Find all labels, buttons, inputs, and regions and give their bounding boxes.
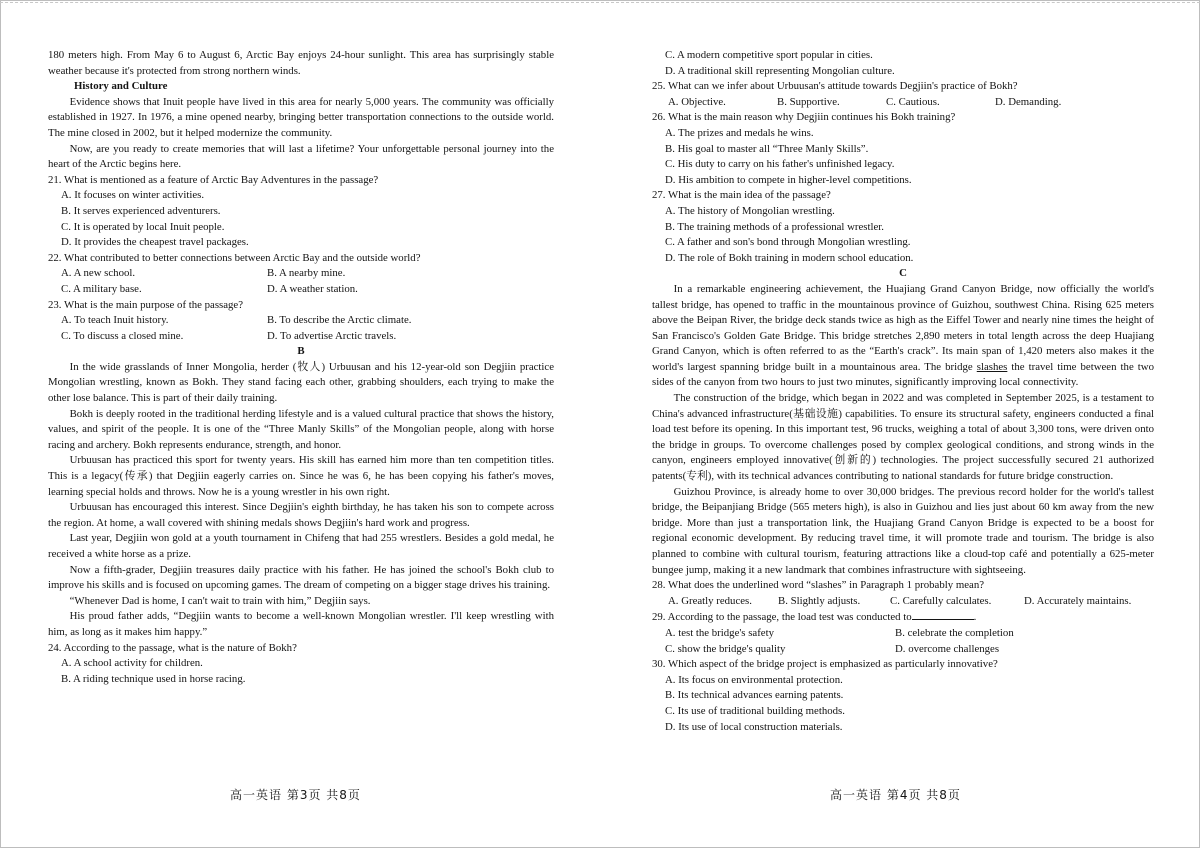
q23-option-b: B. To describe the Arctic climate. (267, 314, 412, 327)
history-culture-heading: History and Culture (74, 80, 168, 93)
bridge-paragraph-2: The construction of the bridge, which began in 2022 and was completed in September 2025, is a testament to China's advanced infrastructure(基础设施) capabilities. To ensure its structural safety, engineers conducted a final load test before its opening. In this important test, 96 trucks, weighing a total of about 3,300 tons, were driven onto the bridge in groups. To overcome challenges posed by complex geological conditions, and strong winds in the canyon, engineers employed innovative(创新的) technologies. The project successfully secured 21 authorized patents(专利), with its technical advances contributing to national standards for future bridge construction. (652, 392, 1154, 483)
q26-option-d: D. His ambition to compete in higher-level competitions. (665, 173, 912, 186)
q24-option-d: D. A traditional skill representing Mongolian culture. (665, 64, 895, 77)
q22-option-a: A. A new school. (61, 267, 136, 280)
q26-option-c: C. His duty to carry on his father's unfinished legacy. (665, 158, 895, 171)
q22-option-b: B. A nearby mine. (267, 267, 346, 280)
q26-option-a: A. The prizes and medals he wins. (665, 126, 814, 139)
bokh-paragraph: Now a fifth-grader, Degjiin treasures daily practice with his father. He has joined the school's Bokh club to improve his skills and is focused on upcoming games. The dream of competing on a bigger stage drives his training. (48, 563, 554, 592)
question-25: 25. What can we infer about Urbuusan's attitude towards Degjiin's practice of Bokh? (652, 80, 1018, 93)
q21-option-a: A. It focuses on winter activities. (61, 189, 205, 202)
q24-option-b: B. A riding technique used in horse racing. (61, 672, 246, 685)
q28-option-d: D. Accurately maintains. (1024, 594, 1132, 607)
q27-option-b: B. The training methods of a professional wrestler. (665, 220, 884, 233)
page-footer-right: 高一英语 第4页 共8页 (830, 788, 961, 802)
q21-option-b: B. It serves experienced adventurers. (61, 204, 221, 217)
scan-edge (0, 2, 1200, 4)
q30-option-c: C. Its use of traditional building methods. (665, 704, 845, 717)
bridge-paragraph-3: Guizhou Province, is already home to over 30,000 bridges. The previous record holder for the world's tallest bridge, the Beipanjiang Bridge (565 meters high), is also in Guizhou and lies just about 60 km away from the new bridge. More than just a transportation link, the Huajiang Grand Canyon Bridge is expected to be a boost for regional economic development. By reducing travel time, it will promote trade and tourism. The bridge is also planned to combine with cultural tourism, featuring attractions like a cloud-top café and potentially a 625-meter bungee jump, making it a new landmark that combines infrastructure with sightseeing. (652, 485, 1154, 576)
arctic-intro-paragraph: 180 meters high. From May 6 to August 6, Arctic Bay enjoys 24-hour sunlight. This area has surprisingly stable weather because it's protected from strong northern winds. (48, 49, 554, 77)
q25-option-a: A. Objective. (668, 95, 726, 108)
q24-option-c: C. A modern competitive sport popular in cities. (665, 49, 873, 61)
q27-option-d: D. The role of Bokh training in modern school education. (665, 251, 914, 264)
q27-option-c: C. A father and son's bond through Mongolian wrestling. (665, 236, 911, 249)
q27-option-a: A. The history of Mongolian wrestling. (665, 204, 835, 217)
q28-option-b: B. Slightly adjusts. (778, 594, 861, 607)
bridge-paragraph-1-end: the travel time between the two sides of the canyon from two hours to just two minutes, significantly improving local connectivity. (652, 360, 1155, 389)
q25-option-b: B. Supportive. (777, 95, 840, 108)
q28-option-a: A. Greatly reduces. (668, 594, 752, 607)
q23-options-row-2 (48, 329, 554, 345)
bokh-paragraph: Urbuusan has encouraged this interest. Since Degjiin's eighth birthday, he has taken his son to compete across the region. At home, a wall covered with shining medals shows Degjiin's hard work and progress. (48, 501, 554, 529)
question-28: 28. What does the underlined word “slashes” in Paragraph 1 probably mean? (652, 579, 985, 592)
bokh-paragraph: In the wide grasslands of Inner Mongolia, herder (牧人) Urbuusan and his 12-year-old son Degjiin practice Mongolian wrestling, known as Bokh. They stand facing each other, grabbing shoulders, each trying to make the other lose balance. This is part of their daily training. (48, 360, 554, 405)
question-23: 23. What is the main purpose of the passage? (48, 298, 243, 311)
q23-options-row-1 (48, 313, 554, 329)
q29-stem: 29. According to the passage, the load test was conducted to (652, 611, 912, 624)
q25-options (652, 95, 1154, 111)
right-page (652, 48, 1154, 735)
bridge-paragraph-1 (652, 282, 1154, 391)
q30-option-b: B. Its technical advances earning patents. (665, 689, 844, 702)
q30-option-a: A. Its focus on environmental protection. (665, 673, 843, 686)
q21-option-d: D. It provides the cheapest travel packages. (61, 236, 249, 249)
question-22: 22. What contributed to better connections between Arctic Bay and the outside world? (48, 251, 421, 264)
bokh-paragraph: Urbuusan has practiced this sport for twenty years. His skill has earned him more than ten competition titles. This is a legacy(传承) that Degjiin eagerly carries on. Since he was 6, he has been copying his father's moves, learning special holds and throws. Now he is a young wrestler in his own right. (48, 454, 554, 498)
q21-option-c: C. It is operated by local Inuit people. (61, 220, 225, 233)
q25-option-c: C. Cautious. (886, 95, 940, 108)
question-24: 24. According to the passage, what is the nature of Bokh? (48, 641, 297, 654)
q29-option-c: C. show the bridge's quality (665, 642, 786, 655)
q25-option-d: D. Demanding. (995, 95, 1062, 108)
question-26: 26. What is the main reason why Degjiin continues his Bokh training? (652, 111, 956, 124)
q29-option-b: B. celebrate the completion (895, 626, 1014, 639)
q26-option-b: B. His goal to master all “Three Manly Skills”. (665, 142, 869, 155)
bokh-paragraph: “Whenever Dad is home, I can't wait to train with him,” Degjiin says. (69, 594, 371, 607)
q28-options (652, 594, 1154, 610)
section-b-heading: B (297, 345, 305, 358)
bokh-paragraph: His proud father adds, “Degjiin wants to become a well-known Mongolian wrestler. I'll keep wrestling with him, as long as it makes him happy.” (48, 610, 554, 638)
q29-option-d: D. overcome challenges (895, 642, 1000, 655)
q23-option-a: A. To teach Inuit history. (61, 314, 169, 327)
q28-option-c: C. Carefully calculates. (890, 594, 992, 607)
section-c-heading: C (899, 267, 907, 280)
q24-option-a: A. A school activity for children. (61, 657, 203, 670)
underlined-word-slashes: slashes (976, 360, 1008, 373)
question-21: 21. What is mentioned as a feature of Arctic Bay Adventures in the passage? (48, 173, 379, 186)
q29-option-a: A. test the bridge's safety (665, 626, 774, 639)
q22-options-row-1 (48, 266, 554, 282)
q29-options-row-2 (652, 642, 1154, 658)
left-page (48, 48, 554, 687)
bokh-paragraph: Bokh is deeply rooted in the traditional herding lifestyle and is a valued cultural practice that shows the history, values, and spirit of the people. It is one of the “Three Manly Skills” of the Mongolian people, along with horse racing and archery. Bokh represents endurance, strength, and honor. (48, 407, 554, 451)
closing-paragraph: Now, are you ready to create memories that will last a lifetime? Your unforgettable personal journey into the heart of the Arctic begins here. (48, 142, 554, 171)
bokh-paragraph: Last year, Degjiin won gold at a youth tournament in Chifeng that had 255 wrestlers. Besides a gold medal, he received a white horse as a prize. (48, 532, 554, 560)
q30-option-d: D. Its use of local construction materials. (665, 720, 843, 733)
question-29 (652, 609, 1154, 626)
history-paragraph: Evidence shows that Inuit people have lived in this area for nearly 5,000 years. The community was officially established in 1927. In 1976, a mine opened nearby, bringing better transportation connections to the outside world. The mine closed in 2002, but it helped modernize the community. (48, 95, 554, 139)
q22-options-row-2 (48, 282, 554, 298)
q29-period: . (973, 611, 977, 624)
q29-options-row-1 (652, 626, 1154, 642)
q23-option-d: D. To advertise Arctic travels. (267, 329, 397, 342)
q23-option-c: C. To discuss a closed mine. (61, 329, 184, 342)
question-30: 30. Which aspect of the bridge project is emphasized as particularly innovative? (652, 658, 998, 671)
bridge-paragraph-1-start: In a remarkable engineering achievement, the Huajiang Grand Canyon Bridge, now officially the world's tallest bridge, has opened to traffic in the mountainous province of Guizhou, southwest China. Rising 625 meters above the Beipan River, the bridge deck stands twice as high as the Eiffel Tower and nearly nine times the height of San Francisco's Golden Gate Bridge. This bridge stretches 2,890 meters in total length across the deep Huajiang Grand Canyon, which is often referred to as the “Earth's crack”. Its main span of 1,420 meters also makes it the world's largest spanning bridge built in a mountainous area. The bridge (652, 282, 1154, 373)
q22-option-d: D. A weather station. (267, 282, 358, 295)
answer-blank (912, 609, 974, 620)
page-footer-left: 高一英语 第3页 共8页 (230, 788, 361, 802)
q22-option-c: C. A military base. (61, 282, 142, 295)
question-27: 27. What is the main idea of the passage? (652, 189, 831, 202)
